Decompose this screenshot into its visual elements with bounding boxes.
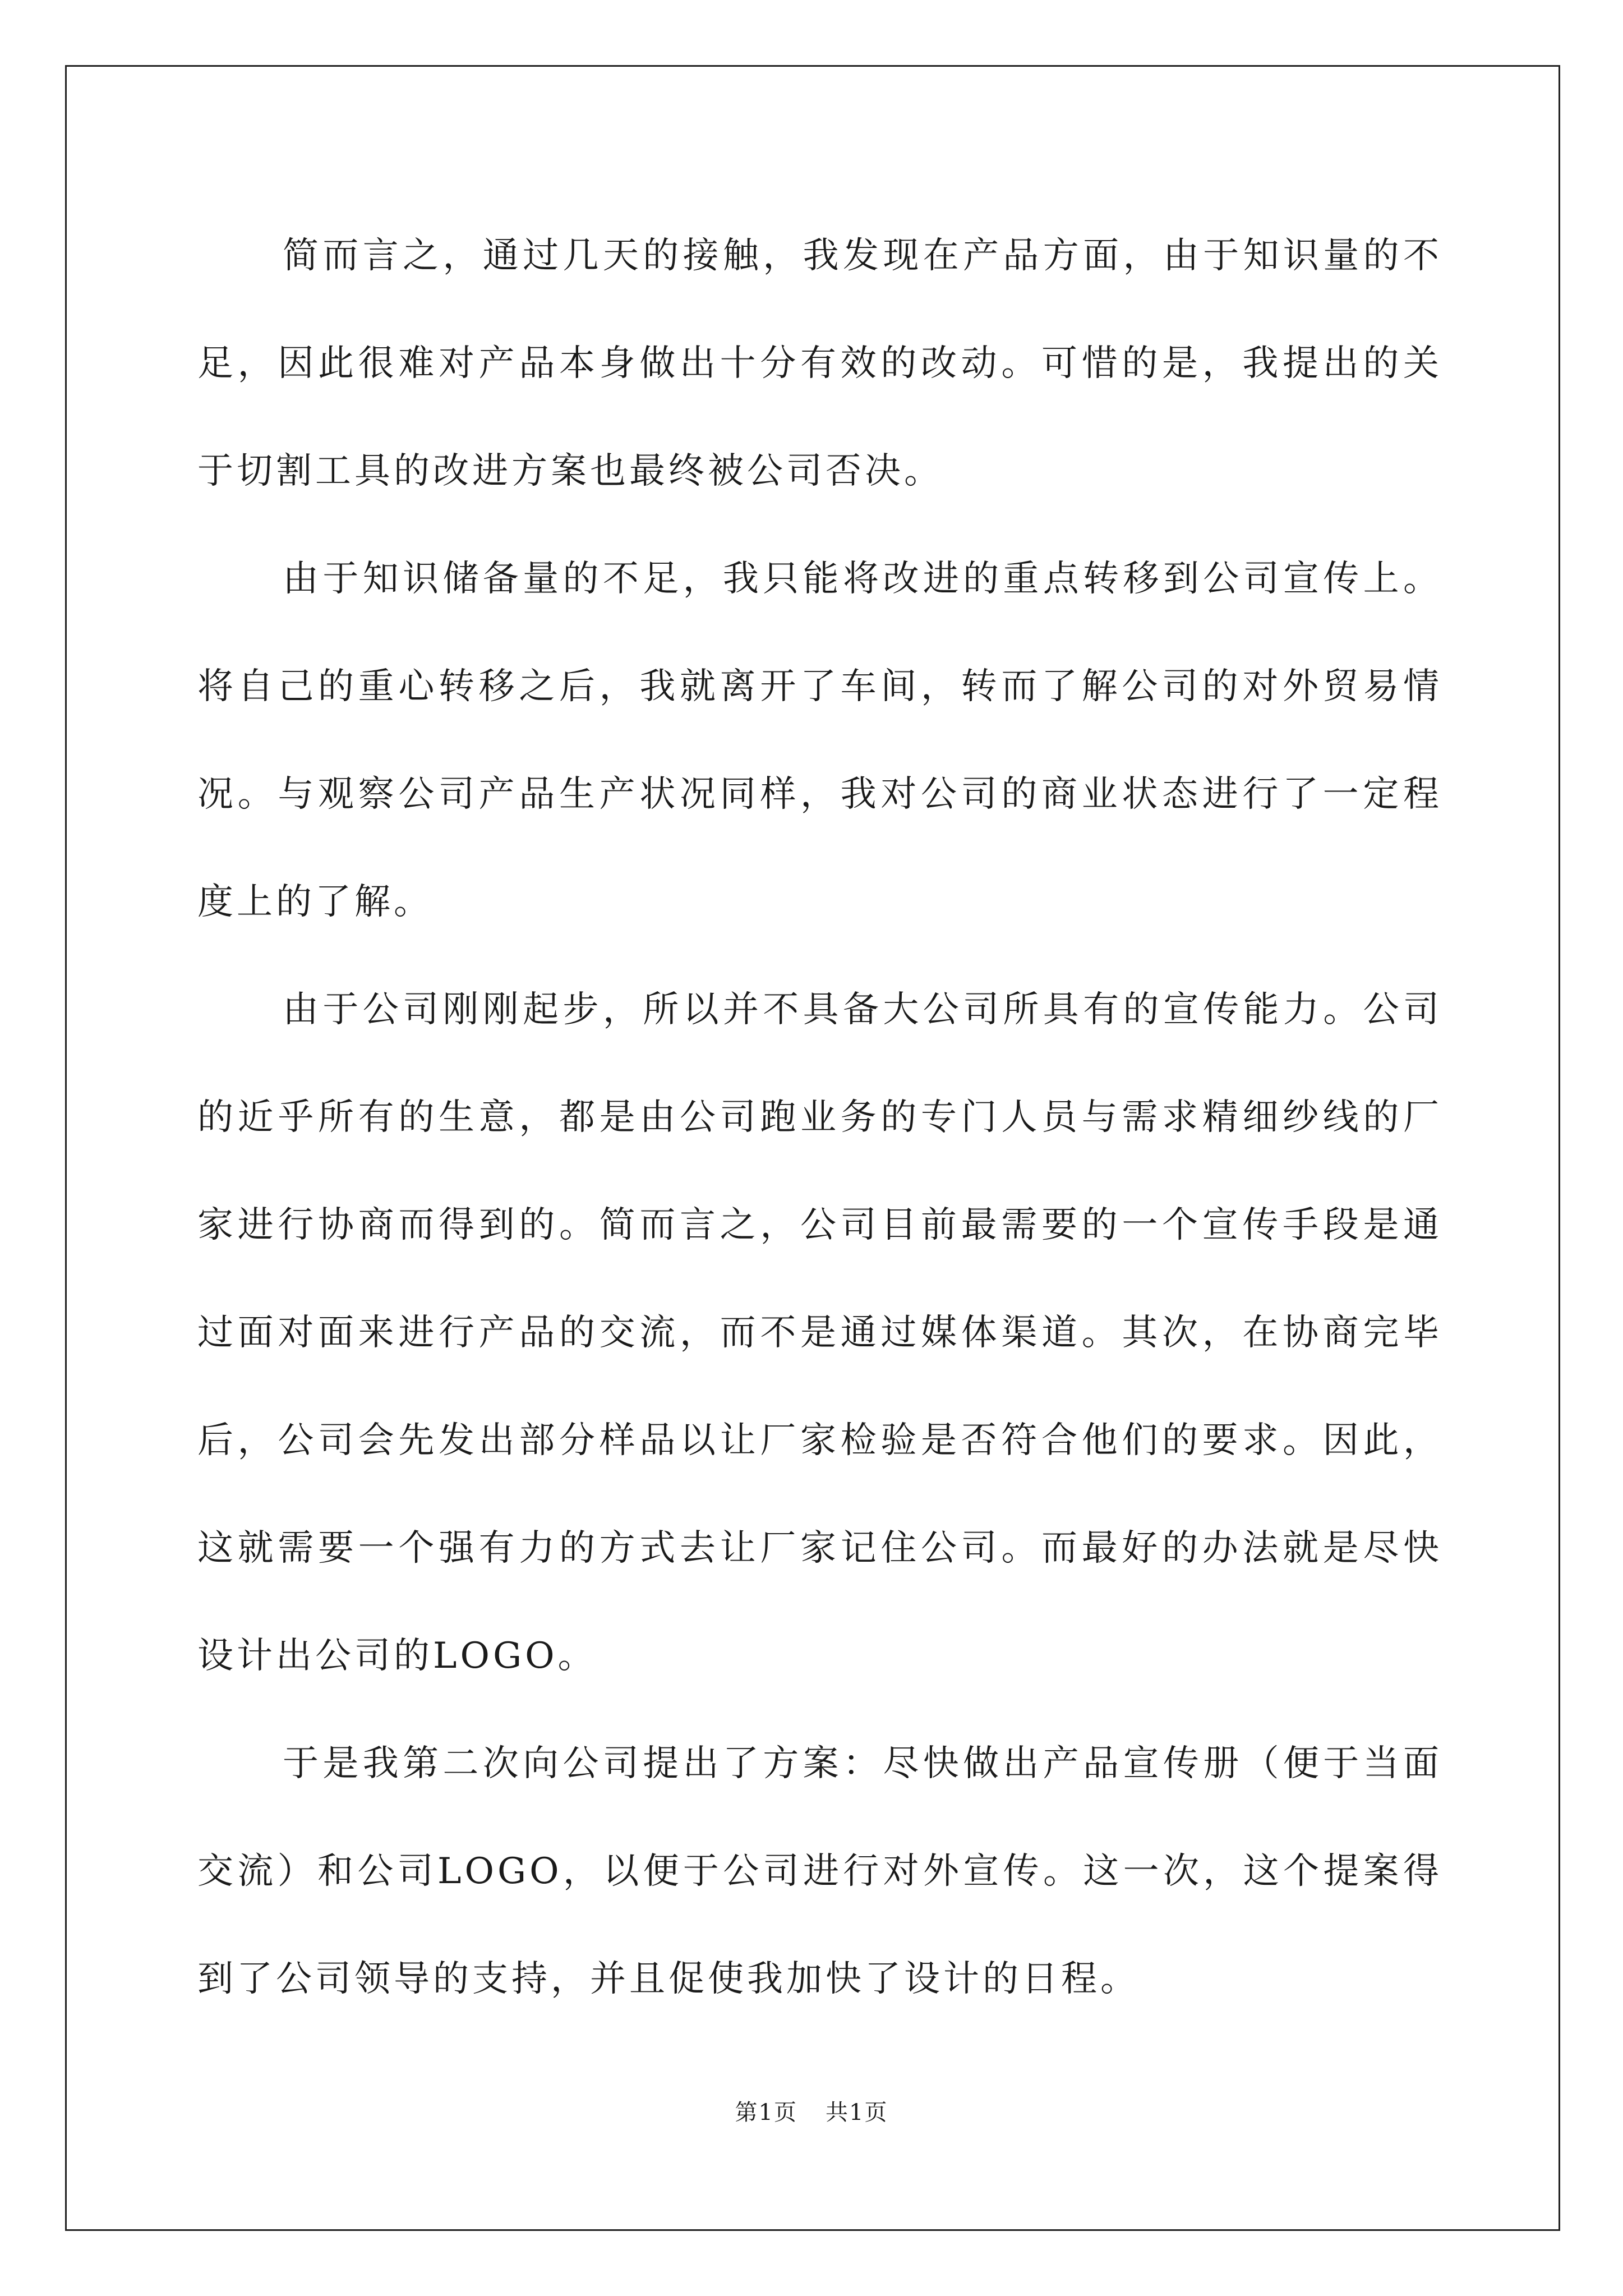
paragraph-4: 于是我第二次向公司提出了方案：尽快做出产品宣传册（便于当面交流）和公司LOGO，以便于公司进行对外宣传。这一次，这个提案得到了公司领导的支持，并且促使我加快了设计的日程。 [197, 1743, 1442, 2000]
paragraph-3: 由于公司刚刚起步，所以并不具备大公司所具有的宣传能力。公司的近乎所有的生意，都是由公司跑业务的专门人员与需求精细纱线的厂家进行协商而得到的。简而言之，公司目前最需要的一个宣传手段是通过面对面来进行产品的交流，而不是通过媒体渠道。其次，在协商完毕后，公司会先发出部分样品以让厂家检验是否符合他们的要求。因此，这就需要一个强有力的方式去让厂家记住公司。而最好的办法就是尽快设计出公司的LOGO。 [197, 989, 1442, 1677]
paragraph-2: 由于知识储备量的不足，我只能将改进的重点转移到公司宣传上。将自己的重心转移之后，我就离开了车间，转而了解公司的对外贸易情况。与观察公司产品生产状况同样，我对公司的商业状态进行了一定程度上的了解。 [197, 558, 1442, 923]
page-total: 共1页 [826, 2100, 888, 2125]
page-number: 第1页 [735, 2100, 797, 2125]
paragraph-1: 简而言之，通过几天的接触，我发现在产品方面，由于知识量的不足，因此很难对产品本身做出十分有效的改动。可惜的是，我提出的关于切割工具的改进方案也最终被公司否决。 [197, 235, 1442, 492]
document-body [197, 202, 1442, 2033]
page-footer [0, 2097, 1623, 2128]
